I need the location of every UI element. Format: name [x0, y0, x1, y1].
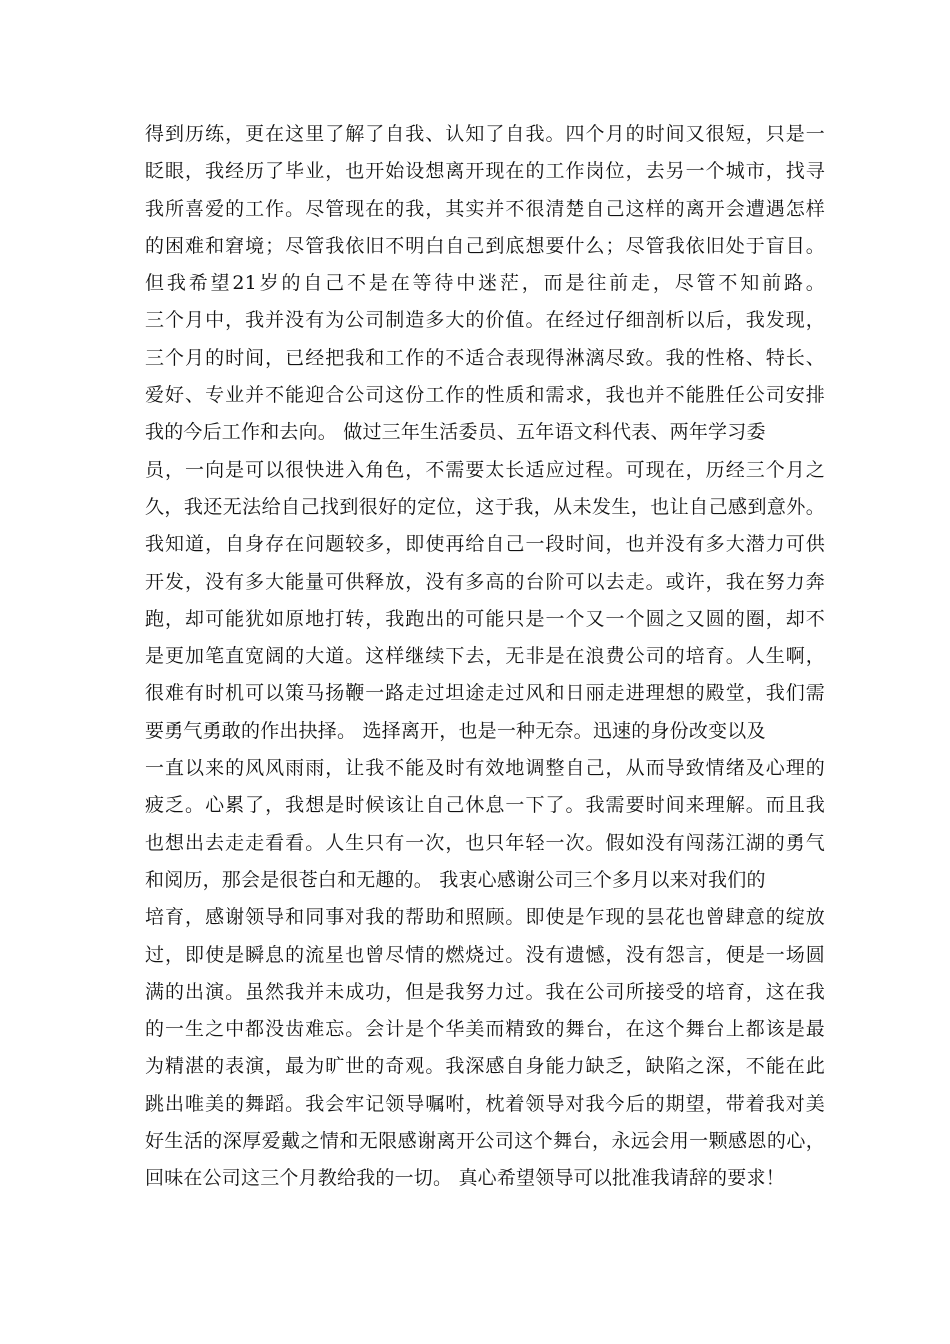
- text-line: 也想出去走走看看。人生只有一次，也只年轻一次。假如没有闯荡江湖的勇气: [145, 831, 825, 854]
- text-line: 的困难和窘境；尽管我依旧不明白自己到底想要什么；尽管我依旧处于盲目。: [145, 234, 825, 257]
- body-text: [145, 116, 825, 1198]
- text-line: 久，我还无法给自己找到很好的定位，这于我，从未发生，也让自己感到意外。: [145, 495, 825, 518]
- text-line: 培育，感谢领导和同事对我的帮助和照顾。即使是乍现的昙花也曾肆意的绽放: [145, 906, 825, 929]
- text-line: 为精湛的表演，最为旷世的奇观。我深感自身能力缺乏，缺陷之深，不能在此: [145, 1055, 825, 1078]
- text-line: 回味在公司这三个月教给我的一切。 真心希望领导可以批准我请辞的要求！: [145, 1167, 785, 1190]
- text-line: 得到历练，更在这里了解了自我、认知了自我。四个月的时间又很短，只是一: [145, 123, 825, 145]
- text-line: 跳出唯美的舞蹈。我会牢记领导嘱咐，枕着领导对我今后的期望，带着我对美: [145, 1092, 825, 1115]
- text-line: 过，即使是瞬息的流星也曾尽情的燃烧过。没有遗憾，没有怨言，便是一场圆: [145, 943, 825, 966]
- text-line: 好生活的深厚爱戴之情和无限感谢离开公司这个舞台，永远会用一颗感恩的心，: [145, 1130, 825, 1153]
- text-line: 我所喜爱的工作。尽管现在的我，其实并不很清楚自己这样的离开会遭遇怎样: [145, 197, 825, 220]
- text-line: 的一生之中都没齿难忘。会计是个华美而精致的舞台，在这个舞台上都该是最: [145, 1018, 825, 1041]
- text-line: 我的今后工作和去向。 做过三年生活委员、五年语文科代表、两年学习委: [145, 421, 766, 444]
- text-line: 满的出演。虽然我并未成功，但是我努力过。我在公司所接受的培育，这在我: [145, 980, 825, 1003]
- text-line: 爱好、专业并不能迎合公司这份工作的性质和需求，我也并不能胜任公司安排: [145, 384, 825, 407]
- text-line: 要勇气勇敢的作出抉择。 选择离开，也是一种无奈。迅速的身份改变以及: [145, 719, 766, 742]
- text-line: 我知道，自身存在问题较多，即使再给自己一段时间，也并没有多大潜力可供: [145, 533, 825, 556]
- text-line: 和阅历，那会是很苍白和无趣的。 我衷心感谢公司三个多月以来对我们的: [145, 868, 766, 891]
- text-line: 三个月的时间，已经把我和工作的不适合表现得淋漓尽致。我的性格、特长、: [145, 346, 825, 369]
- text-line: 跑，却可能犹如原地打转，我跑出的可能只是一个又一个圆之又圆的圈，却不: [145, 607, 825, 630]
- text-line: 眨眼，我经历了毕业，也开始设想离开现在的工作岗位，去另一个城市，找寻: [145, 160, 825, 183]
- text-line: 开发，没有多大能量可供释放，没有多高的台阶可以去走。或许，我在努力奔: [145, 570, 825, 593]
- text-line: 很难有时机可以策马扬鞭一路走过坦途走过风和日丽走进理想的殿堂，我们需: [145, 682, 825, 705]
- text-line: 但我希望21岁的自己不是在等待中迷茫，而是往前走，尽管不知前路。: [145, 272, 825, 295]
- text-line: 员，一向是可以很快进入角色，不需要太长适应过程。可现在，历经三个月之: [145, 458, 825, 481]
- text-line: 三个月中，我并没有为公司制造多大的价值。在经过仔细剖析以后，我发现，: [145, 309, 825, 332]
- text-line: 疲乏。心累了，我想是时候该让自己休息一下了。我需要时间来理解。而且我: [145, 794, 825, 817]
- text-line: 是更加笔直宽阔的大道。这样继续下去，无非是在浪费公司的培育。人生啊，: [145, 645, 825, 668]
- text-line: 一直以来的风风雨雨，让我不能及时有效地调整自己，从而导致情绪及心理的: [145, 757, 825, 780]
